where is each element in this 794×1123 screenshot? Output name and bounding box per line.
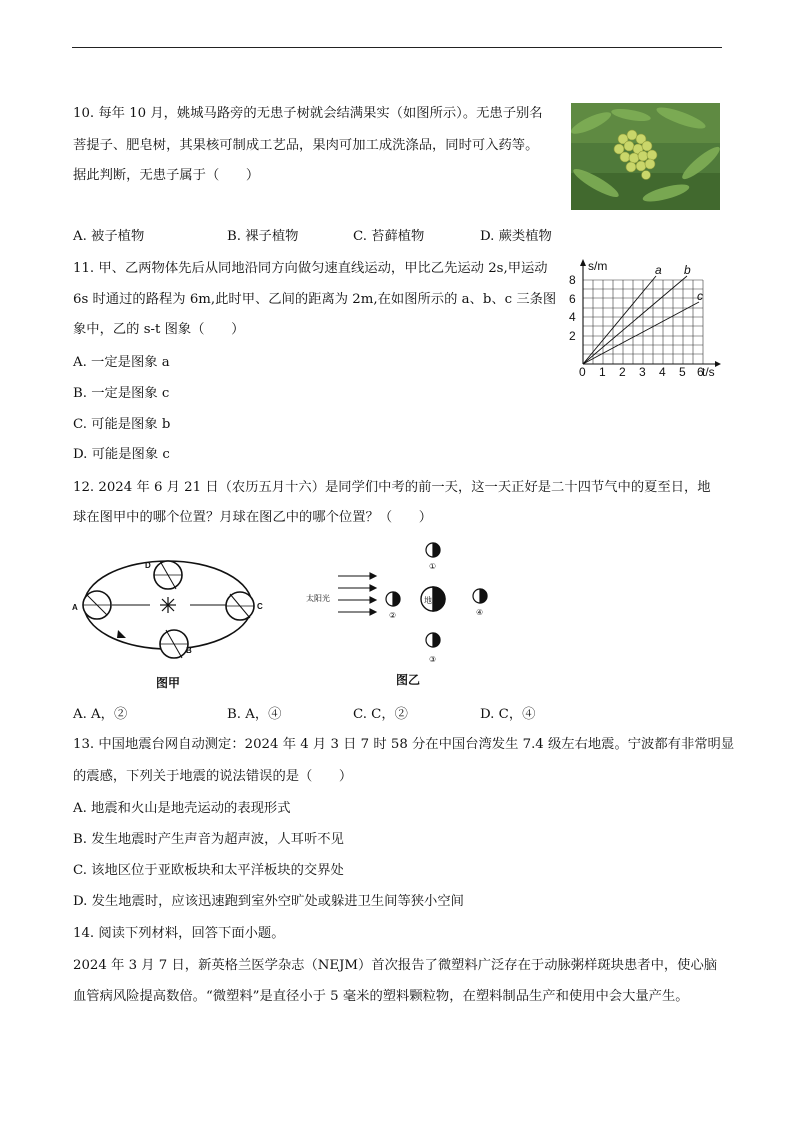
q10-line-3: 据此判断，无患子属于（ ） bbox=[73, 168, 260, 183]
x-tick-4: 4 bbox=[659, 365, 666, 379]
st-grid bbox=[583, 280, 703, 364]
q14-line-2: 2024 年 3 月 7 日，新英格兰医学杂志（NEJM）首次报告了微塑料广泛存在于动脉粥样斑块患者中，使心脑 bbox=[73, 958, 718, 973]
q12-line-1: 12. 2024 年 6 月 21 日（农历五月十六）是同学们中考的前一天，这一天正好是二十四节气中的夏至日，地 bbox=[73, 480, 711, 495]
position-c-label: C bbox=[257, 602, 263, 611]
q12-option-b[interactable]: B. A，④ bbox=[227, 707, 282, 722]
q10-line-1: 10. 每年 10 月，姚城马路旁的无患子树就会结满果实（如图所示）。无患子别名 bbox=[73, 106, 543, 121]
q13-option-b[interactable]: B. 发生地震时产生声音为超声波，人耳听不见 bbox=[73, 832, 344, 847]
soapberry-photo bbox=[571, 103, 720, 210]
q14-line-3: 血管病风险提高数倍。“微塑料”是直径小于 5 毫米的塑料颗粒物，在塑料制品生产和使用中会大量产生。 bbox=[73, 989, 689, 1004]
figure-yi-moon-phases bbox=[300, 538, 500, 698]
q11-line-1: 11. 甲、乙两物体先后从同地沿同方向做匀速直线运动，甲比乙先运动 2s,甲运动 bbox=[73, 261, 548, 276]
figure-jia-caption: 图甲 bbox=[156, 676, 181, 690]
y-tick-4: 4 bbox=[569, 310, 576, 324]
x-tick-0: 0 bbox=[579, 365, 586, 379]
x-tick-3: 3 bbox=[639, 365, 646, 379]
position-a-label: A bbox=[72, 603, 78, 612]
moon-left bbox=[386, 592, 400, 606]
y-axis-arrow bbox=[580, 259, 586, 266]
q13-option-d[interactable]: D. 发生地震时，应该迅速跑到室外空旷处或躲进卫生间等狭小空间 bbox=[73, 894, 464, 909]
sunlight-label: 太阳光 bbox=[306, 594, 330, 603]
y-axis-label: s/m bbox=[588, 259, 608, 273]
q11-option-a[interactable]: A. 一定是图象 a bbox=[73, 355, 170, 370]
moon-mark-1: ① bbox=[429, 562, 437, 571]
q11-line-2: 6s 时通过的路程为 6m,此时甲、乙间的距离为 2m,在如图所示的 a、b、c 三条图 bbox=[73, 292, 557, 307]
moon-mark-4: ④ bbox=[476, 608, 484, 617]
earth-c bbox=[226, 592, 254, 620]
q11-option-b[interactable]: B. 一定是图象 c bbox=[73, 386, 170, 401]
line-c bbox=[583, 302, 699, 364]
sun-icon bbox=[160, 597, 176, 613]
x-tick-5: 5 bbox=[679, 365, 686, 379]
label-c: c bbox=[697, 289, 703, 303]
q10-option-c[interactable]: C. 苔藓植物 bbox=[353, 229, 425, 244]
q10-line-2: 菩提子、肥皂树，其果核可制成工艺品，果肉可加工成洗涤品，同时可入药等。 bbox=[73, 138, 539, 153]
x-axis-label: t/s bbox=[702, 365, 715, 379]
q12-option-a[interactable]: A. A，② bbox=[73, 707, 128, 722]
earth-label: 地 bbox=[424, 596, 432, 605]
q11-option-d[interactable]: D. 可能是图象 c bbox=[73, 447, 170, 462]
y-tick-6: 6 bbox=[569, 292, 576, 306]
position-d-label: D bbox=[145, 561, 151, 570]
q10-option-b[interactable]: B. 裸子植物 bbox=[227, 229, 299, 244]
x-tick-1: 1 bbox=[599, 365, 606, 379]
moon-right bbox=[473, 589, 487, 603]
q13-line-1: 13. 中国地震台网自动测定：2024 年 4 月 3 日 7 时 58 分在中国台湾发生 7.4 级左右地震。宁波都有非常明显 bbox=[73, 737, 735, 752]
moon-mark-2: ② bbox=[389, 611, 397, 620]
figure-jia-orbit bbox=[70, 550, 280, 700]
q12-line-2: 球在图甲中的哪个位置？月球在图乙中的哪个位置？（ ） bbox=[73, 510, 433, 525]
q11-line-3: 象中，乙的 s-t 图象（ ） bbox=[73, 322, 245, 337]
q13-option-a[interactable]: A. 地震和火山是地壳运动的表现形式 bbox=[73, 801, 291, 816]
q11-option-c[interactable]: C. 可能是图象 b bbox=[73, 417, 171, 432]
st-graph bbox=[563, 258, 733, 384]
orbit-direction-arrow bbox=[117, 630, 126, 638]
q14-line-1: 14. 阅读下列材料，回答下面小题。 bbox=[73, 926, 285, 941]
q10-option-d[interactable]: D. 蕨类植物 bbox=[480, 229, 552, 244]
y-tick-8: 8 bbox=[569, 273, 576, 287]
moon-mark-3: ③ bbox=[429, 655, 437, 664]
q12-option-d[interactable]: D. C，④ bbox=[480, 707, 536, 722]
earth-a bbox=[83, 591, 111, 619]
x-tick-6: 6 bbox=[697, 365, 704, 379]
y-tick-2: 2 bbox=[569, 329, 576, 343]
q13-line-2: 的震感，下列关于地震的说法错误的是（ ） bbox=[73, 769, 353, 784]
header-rule bbox=[72, 47, 722, 48]
earth-b bbox=[160, 630, 188, 658]
q12-option-c[interactable]: C. C，② bbox=[353, 707, 408, 722]
label-b: b bbox=[684, 263, 691, 277]
q13-option-c[interactable]: C. 该地区位于亚欧板块和太平洋板块的交界处 bbox=[73, 863, 344, 878]
position-b-label: B bbox=[186, 646, 192, 655]
label-a: a bbox=[655, 263, 662, 277]
q10-option-a[interactable]: A. 被子植物 bbox=[73, 229, 145, 244]
moon-bottom bbox=[426, 633, 440, 647]
earth-d bbox=[154, 561, 182, 589]
x-tick-2: 2 bbox=[619, 365, 626, 379]
sunlight-arrows bbox=[338, 573, 376, 615]
x-axis-arrow bbox=[715, 361, 721, 367]
figure-yi-caption: 图乙 bbox=[396, 673, 421, 687]
moon-top bbox=[426, 543, 440, 557]
